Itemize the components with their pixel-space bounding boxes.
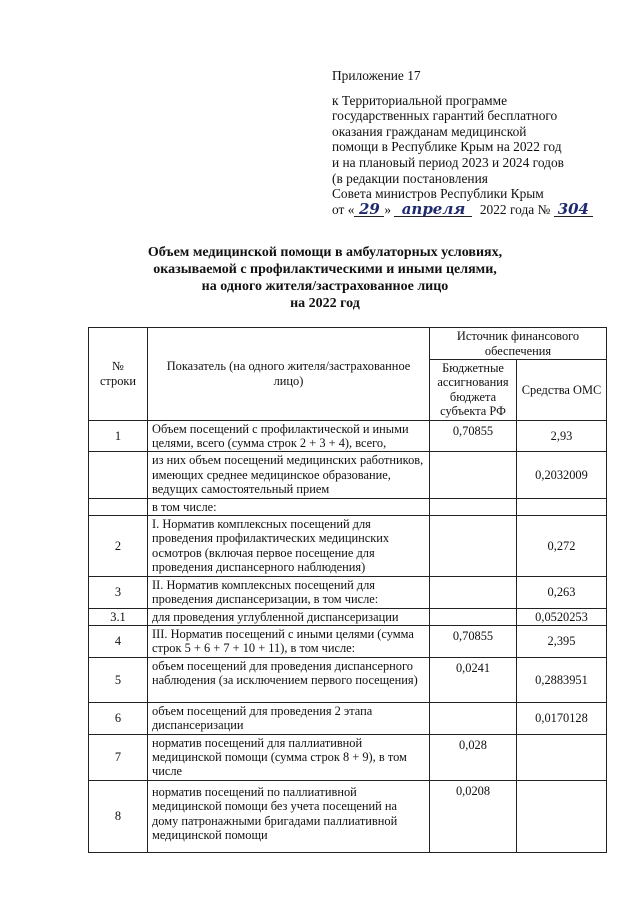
cell-indicator: из них объем посещений медицинских работников, имеющих среднее медицинское образование, ведущих самостоятельный прием	[148, 452, 430, 498]
header-indicator: Показатель (на одного жителя/застрахованное лицо)	[148, 328, 430, 421]
appendix-line: Совета министров Республики Крым	[332, 186, 544, 202]
appendix-block	[332, 68, 622, 217]
cell-row-number	[89, 498, 148, 515]
cell-row-number: 3.1	[89, 608, 148, 625]
table-row	[89, 657, 607, 702]
header-oms: Средства ОМС	[517, 360, 607, 421]
table-row	[89, 734, 607, 780]
volume-table	[88, 327, 607, 853]
cell-oms: 2,395	[517, 625, 607, 657]
appendix-line: оказания гражданам медицинской	[332, 123, 527, 139]
cell-row-number: 6	[89, 702, 148, 734]
heading-line: на одного жителя/застрахованное лицо	[201, 279, 449, 294]
heading-line: оказываемой с профилактическими и иными целями,	[153, 262, 497, 277]
cell-indicator: в том числе:	[148, 498, 430, 515]
cell-indicator: объем посещений для проведения 2 этапа диспансеризации	[148, 702, 430, 734]
cell-budget	[430, 576, 517, 608]
table-row	[89, 576, 607, 608]
cell-oms: 0,272	[517, 516, 607, 577]
cell-budget	[430, 608, 517, 625]
cell-oms: 0,2032009	[517, 452, 607, 498]
cell-row-number: 8	[89, 780, 148, 852]
decree-number-handwritten: 304	[554, 202, 593, 217]
cell-indicator: I. Норматив комплексных посещений для проведения профилактических медицинских осмотров (включая первое посещение для проведения диспансерного наблюдения)	[148, 516, 430, 577]
cell-budget: 0,0241	[430, 657, 517, 702]
heading-line: на 2022 год	[290, 296, 360, 311]
cell-oms: 0,263	[517, 576, 607, 608]
cell-row-number: 7	[89, 734, 148, 780]
table-row	[89, 780, 607, 852]
appendix-line: помощи в Республике Крым на 2022 год	[332, 139, 562, 155]
appendix-line: и на плановый период 2023 и 2024 годов	[332, 154, 564, 170]
cell-budget: 0,70855	[430, 420, 517, 452]
header-budget: Бюджетные ассигнования бюджета субъекта РФ	[430, 360, 517, 421]
appendix-line: (в редакции постановления	[332, 170, 488, 186]
cell-row-number: 2	[89, 516, 148, 577]
table-row	[89, 498, 607, 515]
cell-row-number: 1	[89, 420, 148, 452]
cell-row-number: 4	[89, 625, 148, 657]
cell-oms: 0,0520253	[517, 608, 607, 625]
cell-row-number: 3	[89, 576, 148, 608]
cell-indicator: норматив посещений для паллиативной медицинской помощи (сумма строк 8 + 9), в том числе	[148, 734, 430, 780]
appendix-title: Приложение 17	[332, 68, 421, 83]
table-row	[89, 516, 607, 577]
document-heading	[110, 244, 540, 312]
cell-indicator: норматив посещений по паллиативной медицинской помощи без учета посещений на дому патронажными бригадами паллиативной медицинской помощи	[148, 780, 430, 852]
cell-oms: 0,2883951	[517, 657, 607, 702]
appendix-date-line	[332, 199, 622, 218]
cell-oms: 0,0170128	[517, 702, 607, 734]
cell-indicator: объем посещений для проведения диспансерного наблюдения (за исключением первого посещения)	[148, 657, 430, 702]
date-prefix: от «	[332, 201, 355, 217]
header-source: Источник финансового обеспечения	[430, 328, 607, 360]
date-day-handwritten: 29	[354, 202, 384, 217]
cell-budget	[430, 702, 517, 734]
table-row	[89, 625, 607, 657]
cell-budget	[430, 498, 517, 515]
cell-row-number: 5	[89, 657, 148, 702]
cell-budget	[430, 452, 517, 498]
cell-budget: 0,028	[430, 734, 517, 780]
cell-row-number	[89, 452, 148, 498]
cell-indicator: для проведения углубленной диспансеризации	[148, 608, 430, 625]
cell-indicator: Объем посещений с профилактической и иными целями, всего (сумма строк 2 + 3 + 4), всего,	[148, 420, 430, 452]
cell-budget: 0,70855	[430, 625, 517, 657]
table-row	[89, 452, 607, 498]
appendix-line: к Территориальной программе	[332, 92, 508, 108]
cell-budget: 0,0208	[430, 780, 517, 852]
appendix-line: государственных гарантий бесплатного	[332, 108, 558, 124]
table-row	[89, 608, 607, 625]
cell-budget	[430, 516, 517, 577]
heading-line: Объем медицинской помощи в амбулаторных условиях,	[147, 245, 503, 260]
cell-indicator: III. Норматив посещений с иными целями (сумма строк 5 + 6 + 7 + 10 + 11), в том числе:	[148, 625, 430, 657]
table-header-row	[89, 328, 607, 360]
date-quote-close: »	[384, 201, 392, 217]
date-month-handwritten: апреля	[394, 202, 472, 217]
cell-oms	[517, 780, 607, 852]
header-row-number: № строки	[89, 328, 148, 421]
cell-indicator: II. Норматив комплексных посещений для проведения диспансеризации, в том числе:	[148, 576, 430, 608]
cell-oms	[517, 734, 607, 780]
table-row	[89, 420, 607, 452]
cell-oms: 2,93	[517, 420, 607, 452]
cell-oms	[517, 498, 607, 515]
table-row	[89, 702, 607, 734]
date-year-text: 2022 года №	[479, 201, 551, 217]
